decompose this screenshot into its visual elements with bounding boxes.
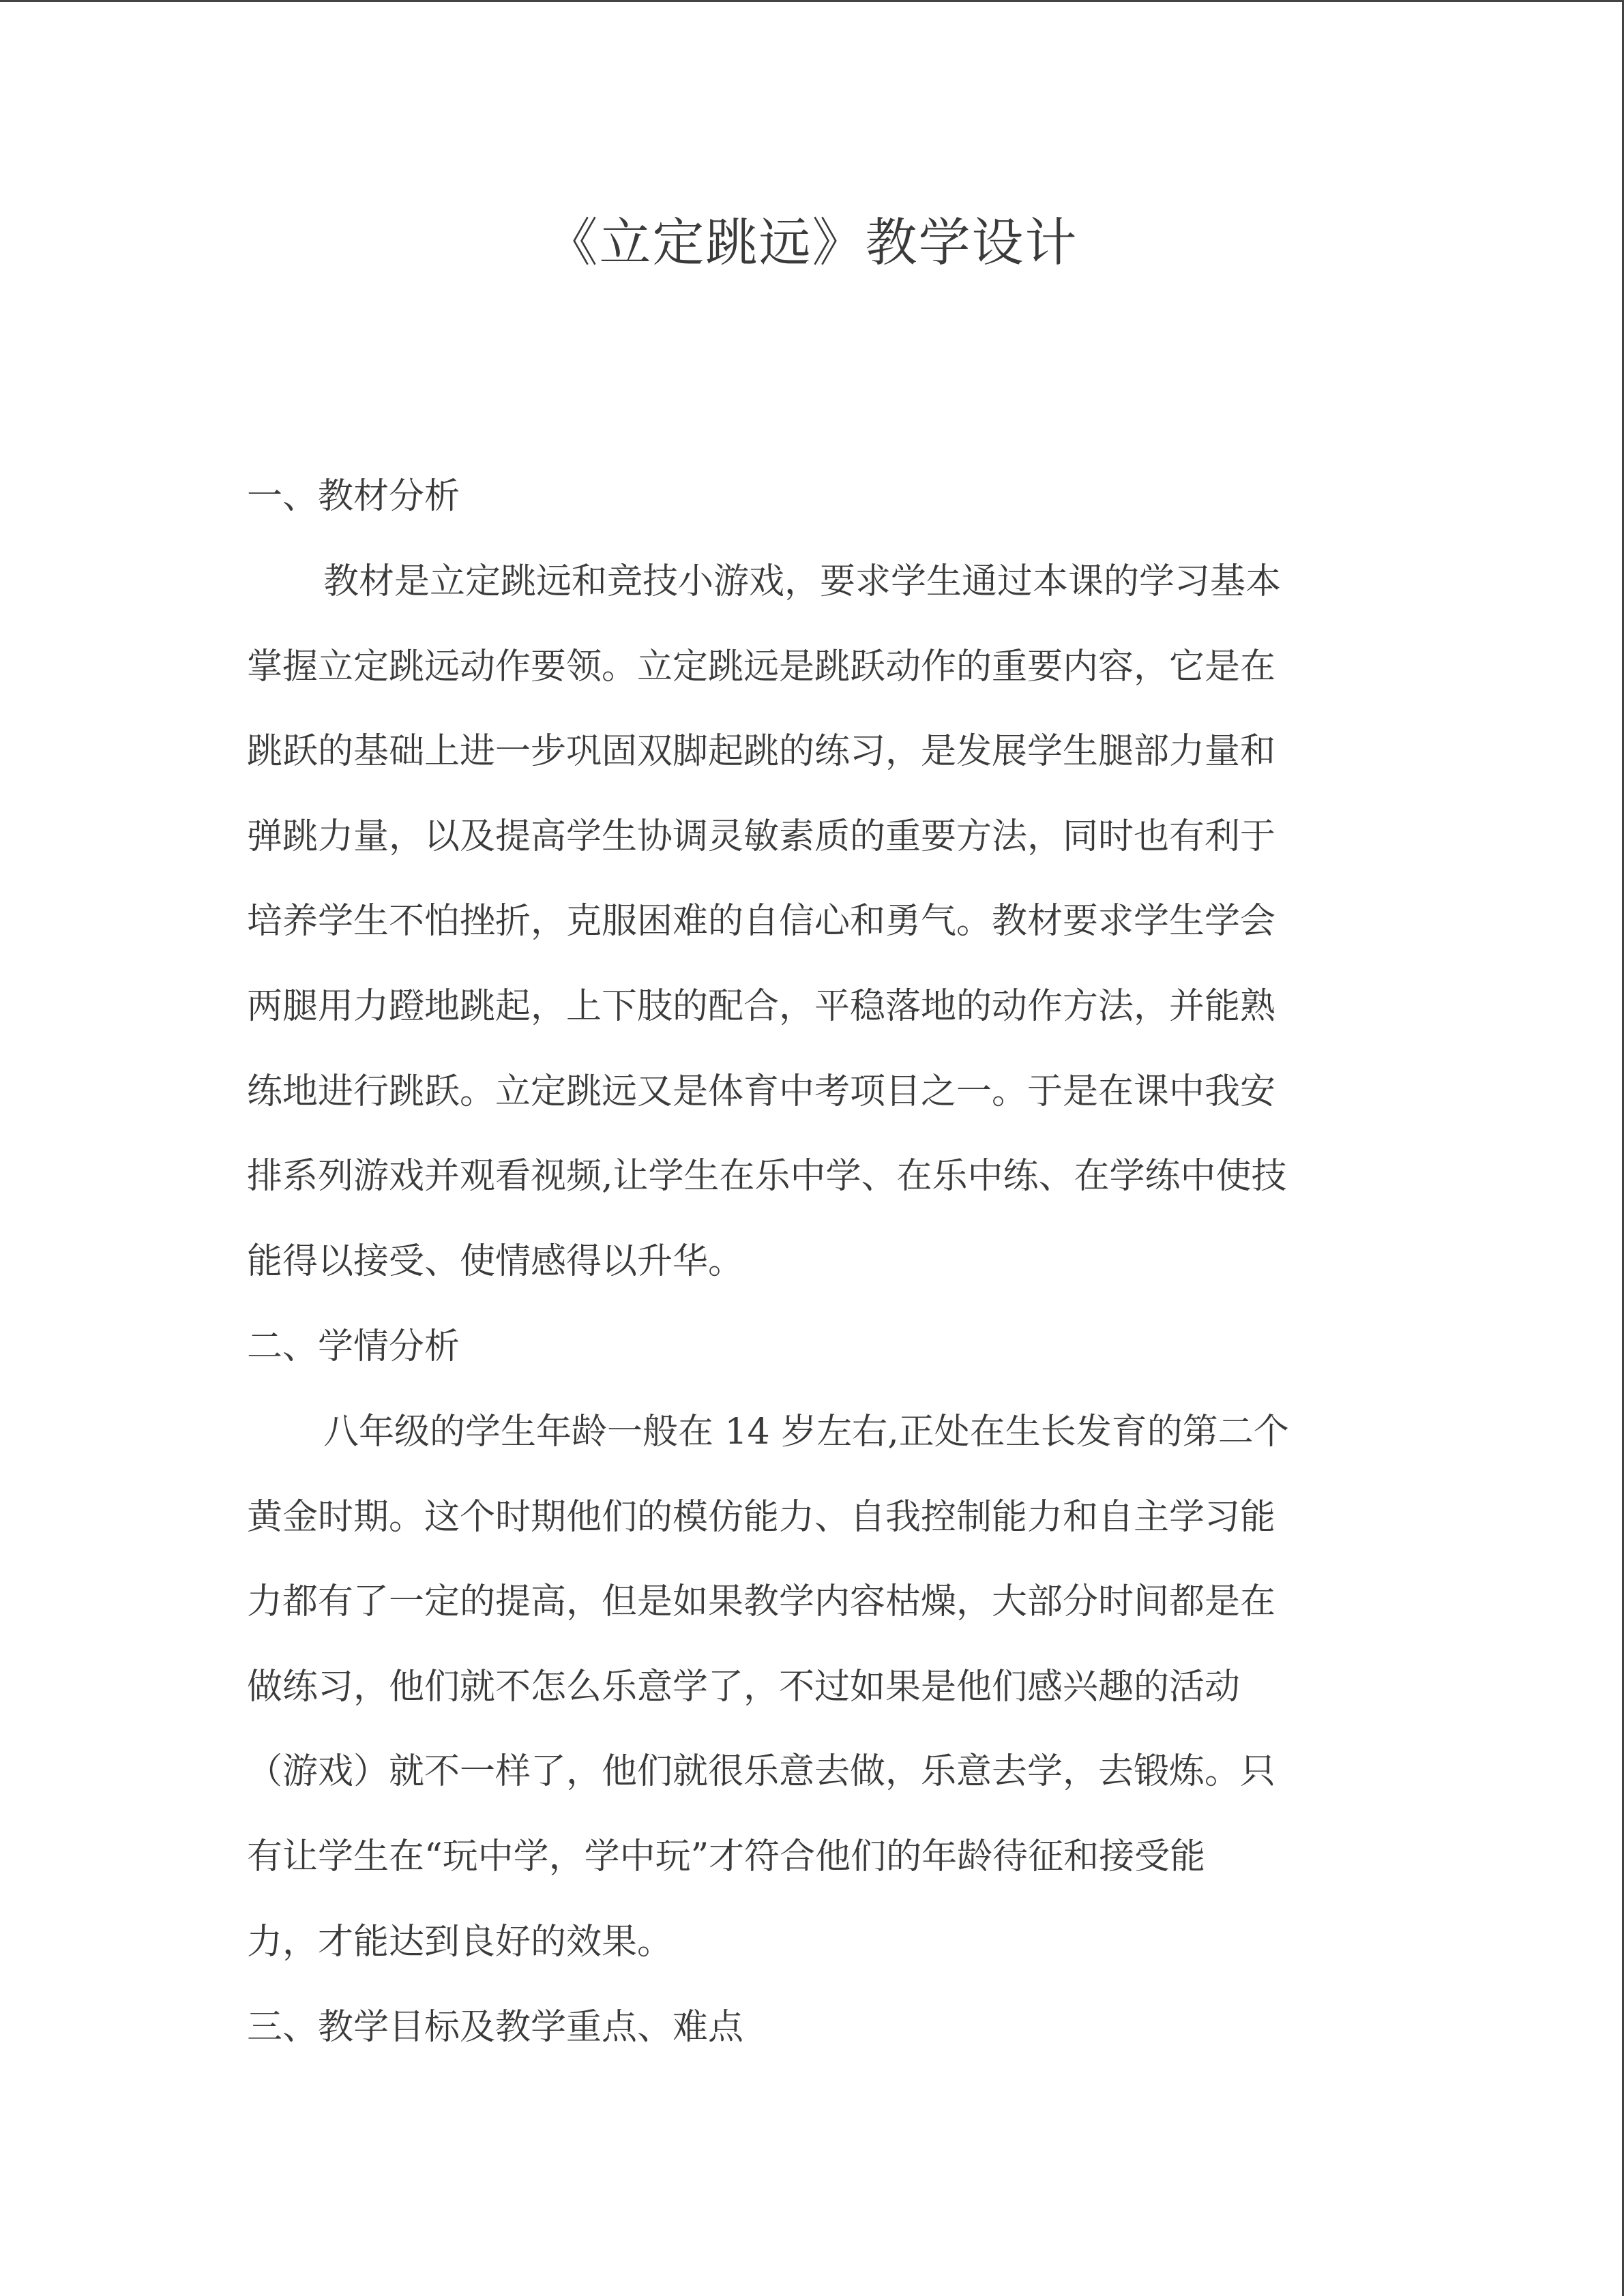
text-line: 培养学生不怕挫折，克服困难的自信心和勇气。教材要求学生学会 xyxy=(247,901,1276,942)
section-body-student-analysis xyxy=(247,1405,1365,1999)
text-line: 力，才能达到良好的效果。 xyxy=(247,1921,673,1963)
text-line: 两腿用力蹬地跳起，上下肢的配合，平稳落地的动作方法，并能熟 xyxy=(247,985,1276,1027)
text-line: 掌握立定跳远动作要领。立定跳远是跳跃动作的重要内容，它是在 xyxy=(247,646,1276,687)
text-line: 有让学生在“玩中学，学中玩”才符合他们的年龄待征和接受能 xyxy=(247,1836,1206,1877)
text-line: 八年级的学生年龄一般在 14 岁左右,正处在生长发育的第二个 xyxy=(323,1412,1289,1452)
text-line: 力都有了一定的提高，但是如果教学内容枯燥，大部分时间都是在 xyxy=(247,1581,1276,1623)
document-title: 《立定跳远》教学设计 xyxy=(546,212,1078,273)
text-line: 能得以接受、使情感得以升华。 xyxy=(247,1240,744,1282)
section-heading-textbook-analysis: 一、教材分析 xyxy=(247,476,460,517)
text-line: 黄金时期。这个时期他们的模仿能力、自我控制能力和自主学习能 xyxy=(247,1496,1276,1538)
text-line: 做练习，他们就不怎么乐意学了，不过如果是他们感兴趣的活动 xyxy=(247,1666,1241,1708)
text-line: （游戏）就不一样了，他们就很乐意去做，乐意去学，去锻炼。只 xyxy=(247,1751,1276,1793)
section-heading-teaching-objectives: 三、教学目标及教学重点、难点 xyxy=(247,2007,744,2048)
text-line: 教材是立定跳远和竞技小游戏，要求学生通过本课的学习基本 xyxy=(323,561,1282,602)
section-body-textbook-analysis xyxy=(247,554,1365,1319)
section-heading-student-analysis: 二、学情分析 xyxy=(247,1326,460,1367)
text-line: 跳跃的基础上进一步巩固双脚起跳的练习，是发展学生腿部力量和 xyxy=(247,731,1276,773)
text-line: 弹跳力量，以及提高学生协调灵敏素质的重要方法，同时也有利于 xyxy=(247,816,1276,857)
text-line: 练地进行跳跃。立定跳远又是体育中考项目之一。于是在课中我安 xyxy=(247,1071,1276,1112)
text-line: 排系列游戏并观看视频,让学生在乐中学、在乐中练、在学练中使技 xyxy=(247,1156,1287,1197)
